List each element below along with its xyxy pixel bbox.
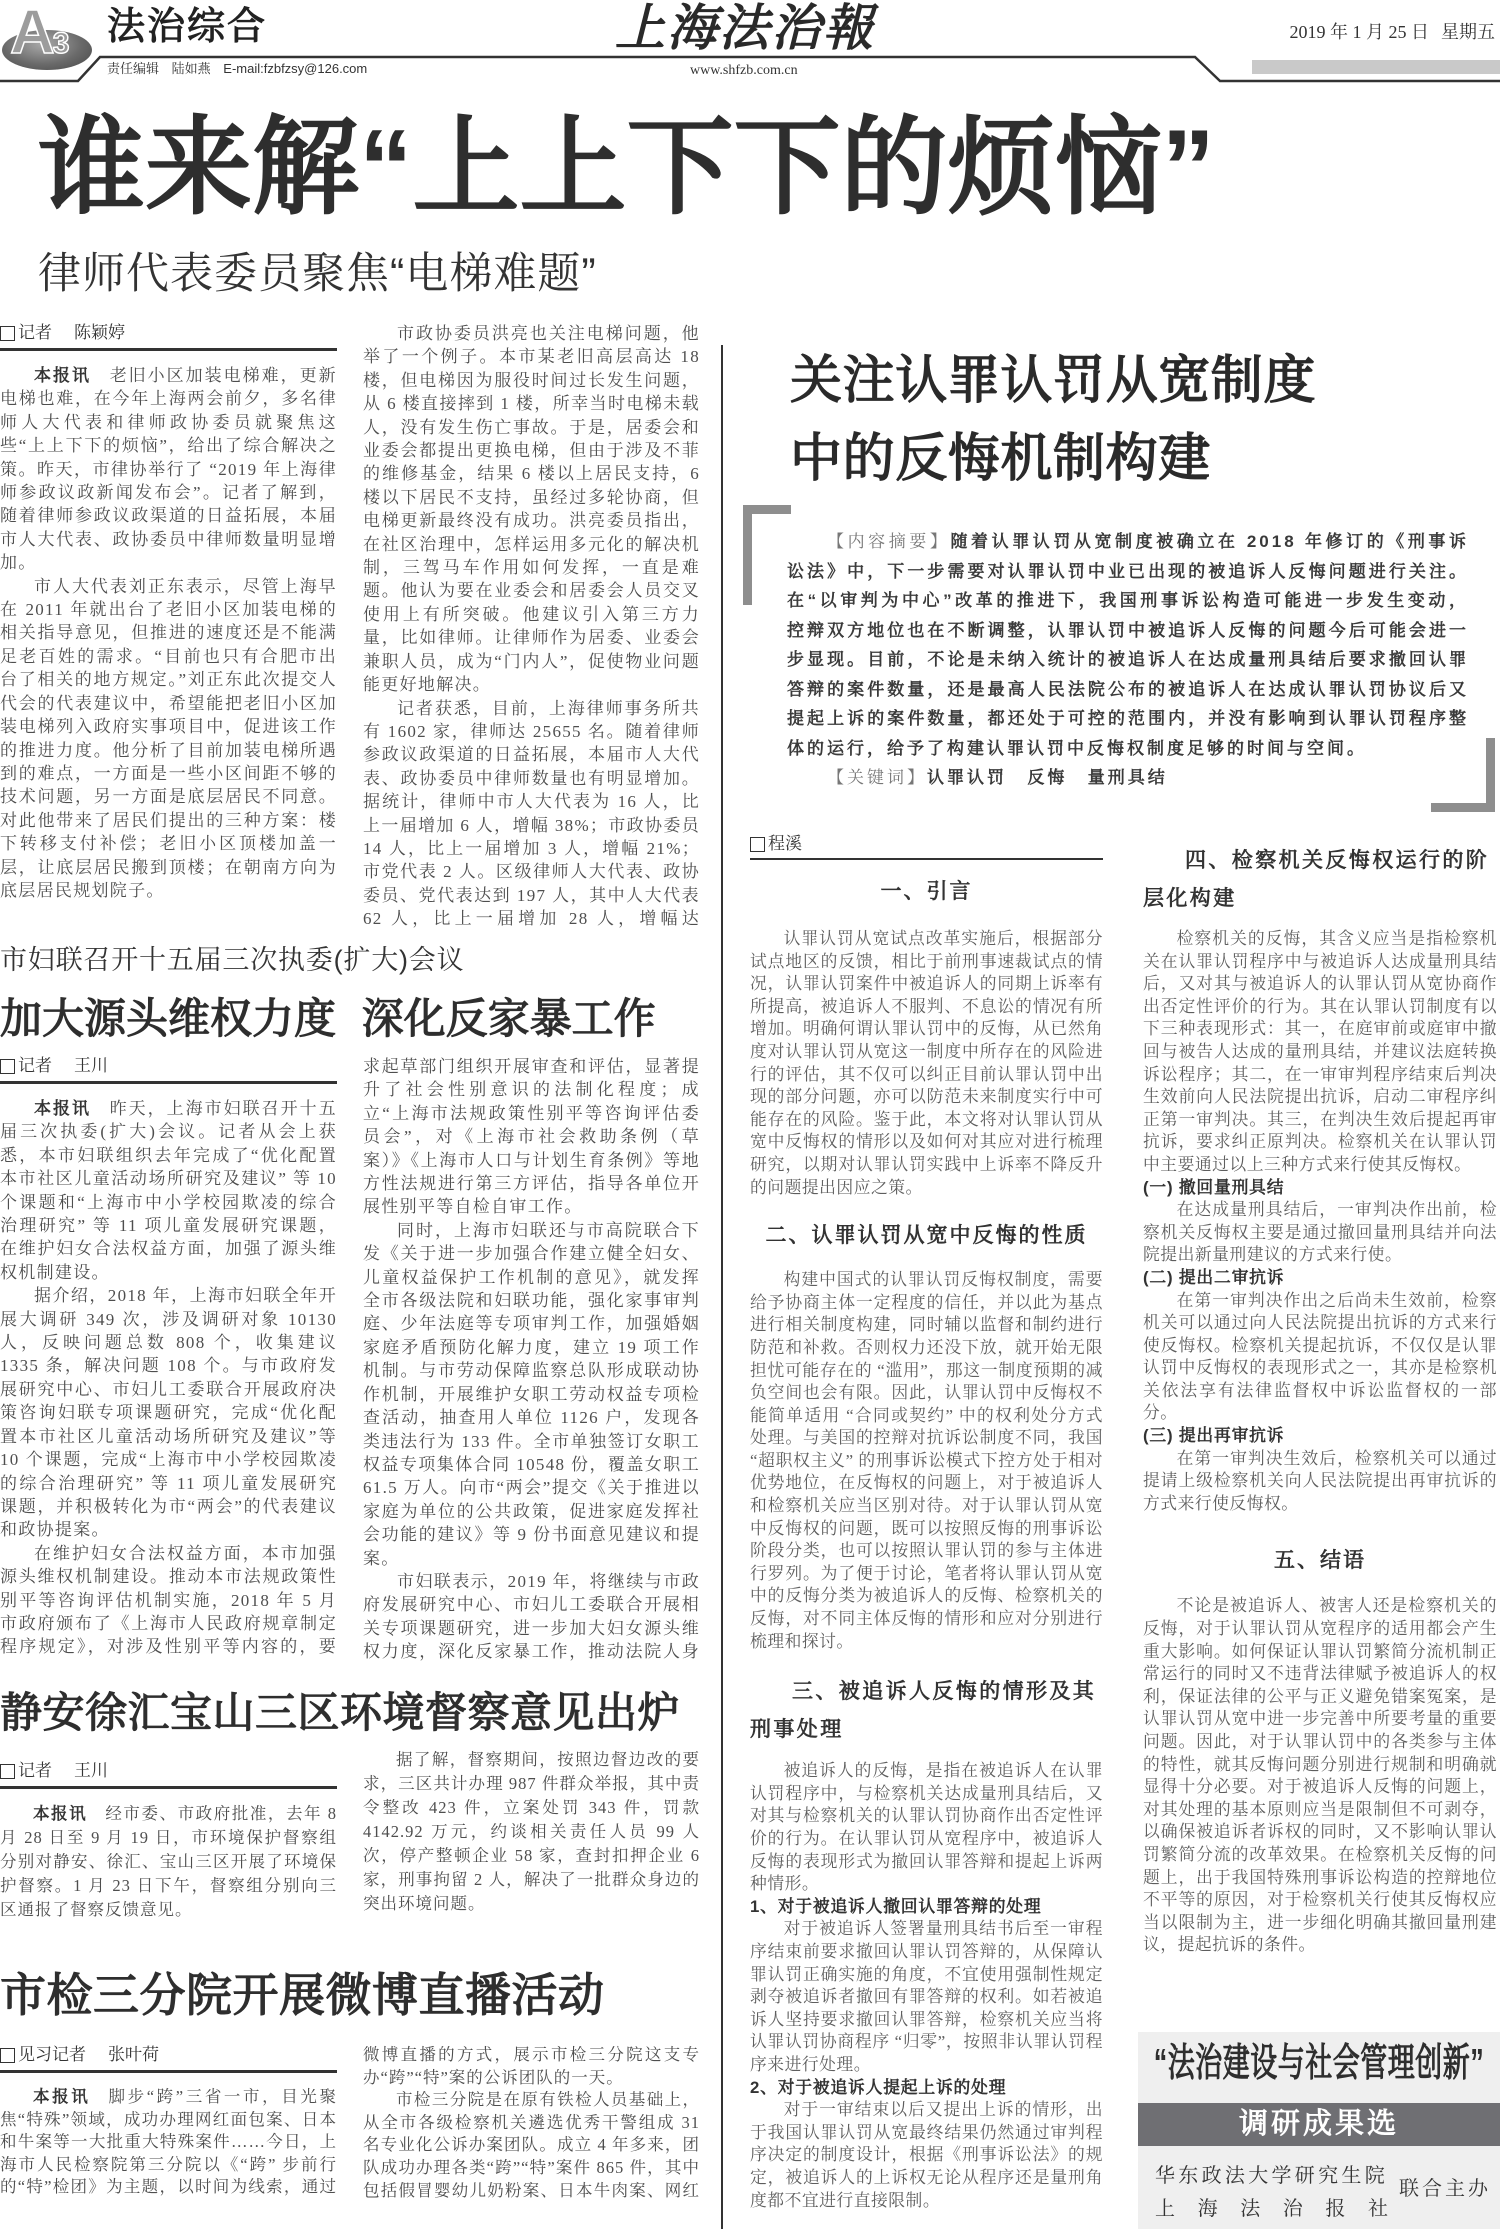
lead-tag: 本报讯 [33, 1805, 88, 1823]
abstract-label: 【内容摘要】 [827, 532, 951, 551]
paragraph: 在第一审判决生效后，检察机关可以通过提请上级检察机关向人民法院提出再审抗诉的方式来行使反悔权。 [1143, 1448, 1497, 1513]
column-divider [721, 345, 723, 2229]
title-line: 关注认罪认罚从宽制度 [790, 352, 1317, 410]
article-headline: 市检三分院开展微博直播活动 [0, 1969, 605, 2021]
byline [0, 1760, 337, 1789]
subsection-heading: 2、对于被追诉人提起上诉的处理 [750, 2077, 1007, 2097]
paragraph-text: 脚步“跨”三省一市，目光聚焦“特殊”领域，成功办理网红面包案、日本和牛案等一大批重大特殊案件……今日，上海市人民检察院第三分院以《“跨” 步前行的“特”检团》为主题，以时间为线索，通过微博直播的方式，展示市检三分院这支专办“跨”“特”案的公诉团队的一天。 [0, 2045, 700, 2197]
paragraph: 在达成量刑具结后，一审判决作出前，检察机关反悔权主要是通过撤回量刑具结并向法院提出新量刑建议的方式来行使。 [1143, 1200, 1497, 1265]
keyword: 量刑具结 [1087, 768, 1168, 787]
paragraph: 认罪认罚从宽试点改革实施后，根据部分试点地区的反馈，相比于前刑事速裁试点的情况，认罪认罚案件中被追诉人的同期上诉率有所提高，被追诉人不服判、不息讼的情况有所增加。明确何谓认罪认罚中的反悔，从已然角度对认罪认罚从宽这一制度中所存在的风险进行的评估，其不仅可以纠正目前认罪认罚中出现的部分问题，亦可以防范未来制度实行中可能存在的风险。鉴于此，本文将对认罪认罚从宽中反悔权的情形以及如何对其应对进行梳理研究，以期对认罪认罚实践中上诉率不降反升的问题提出因应之策。 [750, 929, 1103, 1197]
subsection-heading: (二) 提出二审抗诉 [1143, 1267, 1285, 1287]
byline-box-icon [0, 1764, 15, 1779]
article-elevator-body [0, 322, 700, 932]
byline-box-icon [0, 2048, 15, 2063]
abstract-text [787, 527, 1469, 763]
title-line: 中的反悔机制构建 [790, 430, 1211, 488]
paragraph: 市妇联表示，2019 年，将继续与市政府发展研究中心、市妇儿工委联合开展相关专项课题研究，进一步加大妇女源头维权力度，深化反家暴工作，推动法院人身 [363, 1571, 700, 1662]
subsection-heading: (三) 提出再审抗诉 [1143, 1426, 1285, 1446]
section-heading: 四、检察机关反悔权运行的阶层化构建 [1143, 849, 1490, 910]
paragraph [0, 1802, 337, 1922]
keywords-label: 【关键词】 [827, 768, 927, 787]
paragraph: 被追诉人的反悔，是指在被追诉人在认罪认罚程序中，与检察机关达成量刑具结后，又对其与检察机关的认罪认罚协商作出否定性评价的行为。在认罪认罚从宽程序中，被追诉人反悔的表现形式为撤回认罪答辩和提起上诉两种情形。 [750, 1761, 1103, 1894]
article-environment-col2 [363, 1748, 700, 1916]
masthead-logo: 上海法治報 [615, 0, 875, 57]
keywords [787, 763, 1469, 793]
byline-name: 王川 [74, 1056, 108, 1075]
date-text: 2019 年 1 月 25 日 [1289, 22, 1429, 42]
weekday-text: 星期五 [1441, 22, 1495, 42]
paragraph: 对于一审结束以后又提出上诉的情形，出于我国认罪认罚从宽最终结果仍然通过审判程序决定的制度设计，根据《刑事诉讼法》的规定，被追诉人的上诉权无论从程序还是量刑角度都不宜进行直接限制。 [750, 2100, 1103, 2210]
byline-name: 陈颖婷 [74, 323, 125, 342]
paragraph [0, 1097, 337, 1284]
editor-email[interactable]: E-mail:fzbfzsy@126.com [223, 61, 368, 76]
abstract-body: 随着认罪认罚从宽制度被确立在 2018 年修订的《刑事诉讼法》中，下一步需要对认罪认罚中业已出现的被追诉人反悔问题进行关注。在“以审判为中心”改革的推进下，我国刑事诉讼构造可能进一步发生变动，控辩双方地位也在不断调整，认罪认罚中被追诉人反悔的问题今后可能会进一步显现。目前，不论是未纳入统计的被追诉人在达成量刑具结后要求撤回认罪答辩的案件数量，还是最高人民法院公布的被追诉人在达成认罪认罚协议后又提起上诉的案件数量，都还处于可控的范围内，并没有影响到认罪认罚程序整体的运行，给予了构建认罪认罚中反悔权制度足够的时间与空间。 [787, 532, 1470, 758]
lead-tag: 本报讯 [34, 1099, 91, 1118]
header-gray-bar [1252, 60, 1500, 74]
section-heading: 一、引言 [880, 880, 973, 903]
paragraph-text: 经市委、市政府批准，去年 8 月 28 日至 9 月 19 日，市环境保护督察组分别对静安、徐汇、宝山三区开展了环境保护督察。1 月 23 日下午，督察组分别向三区通报了督察反馈意见。 [0, 1804, 337, 1919]
paragraph: 对于被追诉人签署量刑具结书后至一审程序结束前要求撤回认罪认罚答辩的，从保障认罪认罚正确实施的角度，不宜使用强制性规定剥夺被追诉者撤回有罪答辩的权利。如若被追诉人坚持要求撤回认罪答辩，检察机关应当将认罪认罚协商程序 “归零”，按照非认罪认罚程序来进行处理。 [750, 1919, 1103, 2074]
page-number-badge [0, 0, 100, 76]
column-promo-box [1138, 2032, 1500, 2229]
byline-name: 张叶荷 [108, 2045, 159, 2064]
byline-box-icon [750, 837, 765, 852]
column-title-text: “法治建设与社会管理创新” [1153, 2041, 1485, 2085]
subsection-heading: 1、对于被追诉人撤回认罪答辩的处理 [750, 1896, 1042, 1916]
page-number: A3 [10, 0, 68, 67]
byline [0, 322, 337, 351]
plea-article-col1 [750, 832, 1103, 2229]
abstract [787, 527, 1469, 793]
editor-line [107, 60, 376, 77]
paragraph: 不论是被追诉人、被害人还是检察机关的反悔，对于认罪认罚从宽程序的适用都会产生重大影响。如何保证认罪认罚繁简分流机制正常运行的同时又不违背法律赋予被追诉人的权利，保证法律的公平与正义避免错案冤案，是认罪认罚从宽中进一步完善中所要考量的重要问题。因此，对于认罪认罚中的各类参与主体的特性，就其反悔问题分别进行规制和明确就显得十分必要。对于被追诉人反悔的问题上，对其处理的基本原则应当是限制但不可剥夺，以确保被追诉者诉权的同时，又不影响认罪认罚繁简分流的改革效果。在检察机关反悔的问题上，出于我国特殊刑事诉讼构造的控辩地位不平等的原因，对于检察机关行使其反悔权应当以限制为主，进一步细化明确其撤回量刑建议，提起抗诉的条件。 [1143, 1596, 1497, 1955]
article-kicker: 市妇联召开十五届三次执委(扩大)会议 [0, 945, 465, 975]
section-heading: 二、认罪认罚从宽中反悔的性质 [765, 1224, 1088, 1248]
article-procuratorate-body [0, 2044, 700, 2229]
lead-tag: 本报讯 [33, 2088, 91, 2106]
article-environment-col1 [0, 1760, 337, 1922]
column-series-bar: 调研成果选 [1138, 2103, 1500, 2146]
byline-role: 见习记者 [18, 2045, 86, 2064]
main-headline: 谁来解“上上下下的烦恼” [38, 107, 1216, 227]
paragraph [0, 364, 337, 575]
byline-name: 程溪 [768, 834, 802, 853]
editor-label: 责任编辑 [107, 61, 160, 76]
byline [0, 1055, 337, 1084]
paragraph: 记者获悉，目前，上海律师事务所共有 1602 家，律师达 25655 名。随着律师参政议政渠道的日益拓展，本届市人大代表、政协委员中律师数量也有明显增加。据统计，律师中市人大代表为 16 人，比上一届增加 6 人，增幅 38%；市政协委员 14 人，比上一届增加 3 人，增幅 21%；市党代表 2 人。区级律师人大代表、政协委员、党代表达到 197 人，其中人大代表 62 人，比上一届增加 28 人，增幅达 [363, 698, 700, 929]
byline-box-icon [0, 326, 15, 341]
section-heading: 五、结语 [1274, 1549, 1366, 1573]
byline-role: 记者 [18, 323, 52, 342]
paragraph: 同时，上海市妇联还与市高院联合下发《关于进一步加强合作建立健全妇女、儿童权益保护工作机制的意见》，就发挥全市各级法院和妇联功能，强化家事审判庭、少年法庭等专项审判工作，加强婚姻家庭矛盾预防化解力度，建立 19 项工作机制。与市劳动保障监察总队形成联动协作机制，开展维护女职工劳动权益专项检查活动，抽查用人单位 1126 户，发现各类违法行为 133 件。全市单独签订女职工权益专项集体合同 10548 份，覆盖女职工 61.5 万人。向市“两会”提交《关于推进以家庭为单位的公共政策，促进家庭发挥社会功能的建议》等 9 份书面意见建议和提案。 [363, 1220, 700, 1568]
section-heading: 三、被追诉人反悔的情形及其刑事处理 [750, 1680, 1097, 1742]
column-title [1138, 2041, 1500, 2085]
organizer: 上海法治报社 [1155, 2198, 1411, 2220]
paragraph: 构建中国式的认罪认罚反悔权制度，需要给予协商主体一定程度的信任，并以此为基点进行相关制度构建，同时辅以监督和制约进行防范和补救。否则权力还没下放，就开始无限担忧可能存在的 “滥用”，那这一制度预期的减负空间也会有限。因此，认罪认罚中反悔权不能简单适用 “合同或契约” 中的权利处分方式处理。与美国的控辩对抗诉讼制度不同，我国 “超职权主义” 的刑事诉讼模式下控方处于相对优势地位，在反悔权的问题上，对于被追诉人和检察机关应当区别对待。对于认罪认罚从宽中反悔权的问题，既可以按照反悔的刑事诉讼阶段分类，也可以按照认罪认罚的参与主体进行罗列。为了便于讨论，笔者将认罪认罚从宽中的反悔分类为被追诉人的反悔、检察机关的反悔，对不同主体反悔的情形和应对分别进行梳理和探讨。 [750, 1270, 1103, 1651]
article-headline: 加大源头维权力度 深化反家暴工作 [0, 995, 656, 1042]
keyword: 反悔 [1027, 768, 1068, 787]
bracket-bottom-right-icon [1431, 803, 1495, 812]
byline [750, 832, 1103, 860]
organizers [1155, 2160, 1411, 2226]
paragraph: 市政协委员洪亮也关注电梯问题，他举了一个例子。本市某老旧高层高达 18 楼，但电梯因为服役时间过长发生问题，从 6 楼直接摔到 1 楼，所幸当时电梯未载人，没有发生伤亡事故。于是，居委会和业委会都提出更换电梯，但由于涉及不菲的维修基金，结果 6 楼以上居民支持，6 楼以下居民不支持，虽经过多轮协商，但电梯更新最终没有成功。洪亮委员指出，在社区治理中，怎样运用多元化的解决机制，三驾马车作用如何发挥，一直是难题。他认为要在业委会和居委会人员交叉使用上有所突破。他建议引入第三方力量，比如律师。让律师作为居委、业委会兼职人员，成为“门内人”，促使物业问题能更好地解决。 [363, 324, 700, 695]
bracket-bottom-right-icon [1486, 738, 1495, 812]
byline [0, 2044, 337, 2073]
paragraph: 在维护妇女合法权益方面，本市加强源头维权机制建设。推动本市法规政策性别平等咨询评估机制实施，2018 年 5 月市政府颁布了《上海市人民政府规章制定程序规定》，对涉及性别平等内容的，要求起草部门组织开展审查和评估，显著提升了社会性别意识的法制化程度；成立“上海市法规政策性别平等咨询评估委员会”，对《上海市社会救助条例（草案）》《上海市人口与计划生育条例》等地方性法规进行第三方评估，指导各单位开展性别平等自检自审工作。 [0, 1057, 700, 1657]
co-host-note: 联合主办 [1399, 2178, 1491, 2200]
paragraph: 检察机关的反悔，其含义应当是指检察机关在认罪认罚程序中与被追诉人达成量刑具结后，又对其与被追诉人的认罪认罚从宽协商作出否定性评价的行为。其在认罪认罚制度有以下三种表现形式：其一，在庭审前或庭审中撤回与被告人达成的量刑具结，并建议法庭转换诉讼程序；其二，在一审审判程序结束后判决生效前向人民法院提出抗诉，启动二审程序纠正第一审判决。其三，在判决生效后提起再审抗诉，要求纠正原判决。检察机关在认罪认罚中主要通过以上三种方式来行使其反悔权。 [1143, 929, 1497, 1174]
article-womens-federation-body [0, 1055, 700, 1667]
subsection-heading: (一) 撤回量刑具结 [1143, 1177, 1285, 1197]
bracket-top-left-icon [743, 505, 752, 605]
paragraph: 市人大代表刘正东表示，尽管上海早在 2011 年就出台了老旧小区加装电梯的相关指导意见，但推进的速度还是不能满足老百姓的需求。“目前也只有合肥市出台了相关的地方规定。”刘正东此次提交人代会的代表建议中，希望能把老旧小区加装电梯列入政府实事项目中，促进该工作的推进力度。他分析了目前加装电梯所遇到的难点，一方面是一些小区间距不够的技术问题，另一方面是底层居民不同意。对此他带来了居民们提出的三种方案：楼下转移支付补偿；老旧小区顶楼加盖一层，让底层居民搬到顶楼；在朝南方向为底层居民规划院子。 [0, 576, 337, 900]
paragraph: 据了解，督察期间，按照边督边改的要求，三区共计办理 987 件群众举报，其中责令整改 423 件，立案处罚 343 件，罚款 4142.92 万元，约谈相关责任人员 99 人次，停产整顿企业 58 家，查封扣押企业 6 家，刑事拘留 2 人，解决了一批群众身边的突出环境问题。 [363, 1750, 700, 1913]
paragraph: 在第一审判决作出之后尚未生效前，检察机关可以通过向人民法院提出抗诉的方式来行使反悔权。检察机关提起抗诉，不仅仅是认罪认罚中反悔权的表现形式之一，其亦是检察机关依法享有法律监督权中诉讼监督权的一部分。 [1143, 1290, 1497, 1423]
paragraph: 据介绍，2018 年，上海市妇联全年开展大调研 349 次，涉及调研对象 10130 人，反映问题总数 808 个，收集建议 1335 条，解决问题 108 个。与市政府发展研究中心、市妇儿工委联合开展政府决策咨询妇联专项课题研究，完成“优化配置本市社区儿童活动场所研究及建议”等 10 个课题，完成“上海市中小学校园欺凌的综合治理研究” 等 11 项儿童发展研究课题，并积极转化为市“两会”的代表建议和政协提案。 [0, 1286, 337, 1540]
keyword: 认罪认罚 [927, 768, 1007, 787]
byline-role: 记者 [18, 1056, 52, 1075]
main-subheadline: 律师代表委员聚焦“电梯难题” [38, 250, 597, 298]
byline-role: 记者 [18, 1761, 52, 1780]
article-headline: 静安徐汇宝山三区环境督察意见出炉 [0, 1689, 681, 1736]
byline-box-icon [0, 1059, 15, 1074]
paragraph-text: 老旧小区加装电梯难，更新电梯也难，在今年上海两会前夕，多名律师人大代表和律师政协委员就聚焦这些“上上下下的烦恼”，给出了综合解决之策。昨天，市律协举行了 “2019 年上海律师参政议政新闻发布会”。记者了解到，随着律师参政议政渠道的日益拓展，本届市人大代表、政协委员中律师数量明显增加。 [0, 366, 337, 573]
plea-article-title [790, 342, 1316, 498]
byline-name: 王川 [74, 1761, 108, 1780]
editor-name: 陆如燕 [171, 61, 211, 76]
plea-article-col2 [1143, 842, 1497, 2028]
issue-date [1200, 20, 1495, 44]
section-title: 法治综合 [107, 6, 268, 48]
website-link[interactable]: www.shfzb.com.cn [690, 63, 798, 78]
paragraph: 市检三分院是在原有铁检人员基础上，从全市各级检察机关遴选优秀干警组成 31 名专业化公诉办案团队。成立 4 年多来，团队成功办理各类“跨”“特”案件 865 件，其中包括假冒婴幼儿奶粉案、日本牛肉案、网红 [363, 2090, 700, 2200]
paragraph-text: 昨天，上海市妇联召开十五届三次执委(扩大)会议。记者从会上获悉，本市妇联组织去年完成了“优化配置本市社区儿童活动场所研究及建议” 等 10 个课题和“上海市中小学校园欺凌的综合治理研究” 等 11 项儿童发展研究课题，在维护妇女合法权益方面，加强了源头维权机制建设。 [0, 1099, 337, 1282]
lead-tag: 本报讯 [34, 366, 91, 385]
organizer: 华东政法大学研究生院 [1155, 2165, 1388, 2187]
